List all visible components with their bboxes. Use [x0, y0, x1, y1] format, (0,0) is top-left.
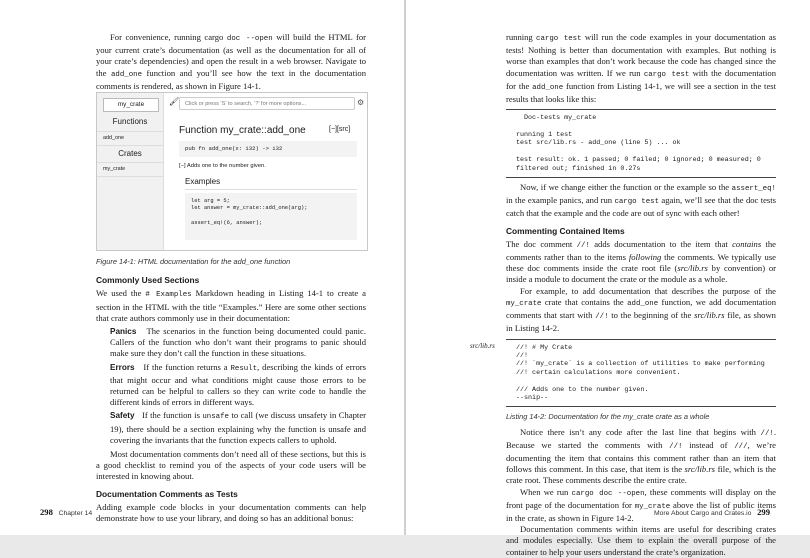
left-column-bottom: [96, 250, 366, 524]
paragraph-doc-comment-bang: The doc comment //! adds documentation to the item that contains the comments rather than to the items following the comments. We typically use these doc comments inside the crate root file (src/lib.rs by convention) or inside a module to document the crate or the module as a whole.: [506, 238, 776, 285]
test-output-block: [506, 109, 776, 178]
figure-caption: Figure 14-1: HTML documentation for the add_one function: [96, 257, 291, 266]
right-column: [470, 32, 777, 558]
paragraph-front-page: When we run cargo doc --open, these comments will display on the front page of the documentation for my_crate above the list of public items in the crate, as shown in Figure 14-2.: [506, 486, 776, 523]
listing-filename: src/lib.rs: [470, 341, 495, 350]
sidebar-item-add-one[interactable]: add_one: [103, 135, 124, 141]
function-signature: pub fn add_one(x: i32) -> i32: [185, 145, 283, 152]
definition-errors: Errors If the function returns a Result, describing the kinds of errors that might occur and what conditions might cause those errors to be returned can be helpful to callers so they can write code to handle the different kinds of errors in different ways.: [110, 361, 366, 408]
paragraph-within-items: Documentation comments within items are useful for describing crates and modules especially. Use them to explain the overall purpose of the container to help your users understand the crate’s organization.: [506, 524, 776, 557]
example-code-block: [185, 193, 357, 240]
left-page: [0, 0, 404, 535]
examples-divider: [185, 189, 357, 190]
sidebar-crates-heading: Crates: [118, 149, 142, 158]
function-title: Function my_crate::add_one: [179, 125, 306, 136]
definition-panics: Panics The scenarios in the function being documented could panic. Callers of the function who don’t want their programs to panic should make sure they don’t call the function in these situations.: [110, 326, 366, 359]
chapter-label: Chapter 14: [58, 510, 93, 517]
paragraph-cargo-test: running cargo test will run the code examples in your documentation as tests! Nothing is better than documentation with examples. But nothing is worse than examples that don’t work because the code has changed since the documentation was written. If we run cargo test with the documentation for the add_one function from Listing 14-1, we will see a section in the test results that looks like this:: [506, 32, 776, 105]
left-footer: [40, 507, 92, 517]
left-column-top: [96, 32, 366, 92]
listing-14-2: [470, 339, 776, 408]
listing-code: //! # My Crate //! //! `my_crate` is a collection of utilities to make performing //! certain calculations more convenient. /// Adds one to the number given. --snip--: [516, 343, 765, 402]
section-label: More About Cargo and Crates.io: [653, 510, 752, 517]
sidebar-divider: [97, 145, 163, 146]
sidebar-divider: [97, 131, 163, 132]
examples-heading: Examples: [185, 177, 221, 186]
search-input[interactable]: Click or press ‘S’ to search, ‘?’ for more options...: [179, 97, 355, 110]
function-signature-block: [179, 141, 357, 157]
right-page: [406, 0, 810, 557]
src-link[interactable]: [−][src]: [329, 126, 351, 133]
listing-code-block: [506, 339, 776, 408]
example-code: let arg = 5; let answer = my_crate::add_one(arg); assert_eq!(6, answer);: [191, 198, 308, 227]
paragraph-doc-tests-catch: Now, if we change either the function or the example so the assert_eq! in the example panics, and run cargo test again, we’ll see that the doc tests catch that the example and the code are out of sync with each other!: [506, 182, 777, 219]
gear-icon[interactable]: ⚙: [357, 98, 365, 107]
definition-safety: Safety If the function is unsafe to call (we discuss unsafety in Chapter 19), there should be a section explaining why the function is unsafe and covering the invariants that the function expects callers to uphold.: [110, 410, 366, 445]
sidebar-divider: [97, 176, 163, 177]
page-number: 299: [757, 507, 770, 517]
paragraph-checklist: Most documentation comments don’t need all of these sections, but this is a good checklist to remind you of the aspects of your code users will be interested in knowing about.: [96, 449, 366, 482]
paragraph-example-blocks: Adding example code blocks in your documentation comments can help demonstrate how to use your library, and doing so has an additional bonus:: [96, 501, 366, 524]
doc-summary-line: [−] Adds one to the number given.: [179, 163, 266, 169]
paragraph-sections-intro: We used the # Examples Markdown heading in Listing 14-1 to create a section in the HTML with the title “Examples.” Here are some other sections that crate authors commonly use in their documentation:: [96, 288, 366, 323]
listing-caption: Listing 14-2: Documentation for the my_crate crate as a whole: [506, 412, 710, 422]
page-number: 298: [40, 507, 53, 517]
heading-commenting-contained-items: Commenting Contained Items: [506, 225, 625, 236]
sidebar-divider: [97, 162, 163, 163]
test-output: Doc-tests my_crate running 1 test test src/lib.rs - add_one (line 5) ... ok test result: ok. 1 passed; 0 failed; 0 ignored; 0 measured; 0 filtered out; finished in 0.27s: [516, 114, 761, 173]
docs-sidebar: [97, 93, 164, 250]
theme-brush-icon[interactable]: 🖌: [169, 97, 180, 106]
figure-html-docs: [96, 92, 368, 251]
heading-commonly-used-sections: Commonly Used Sections: [96, 275, 200, 286]
crate-name-box[interactable]: my_crate: [103, 98, 159, 112]
sidebar-item-my-crate[interactable]: my_crate: [103, 166, 126, 172]
paragraph-cargo-doc-open: For convenience, running cargo doc --open will build the HTML for your current crate’s documentation (as well as the documentation for all of your crate’s dependencies) and open the result in a web browser. Navigate to the add_one function and you’ll see how the text in the documentation comments is rendered, as shown in Figure 14-1.: [96, 32, 367, 91]
heading-doc-comments-as-tests: Documentation Comments as Tests: [96, 488, 238, 499]
paragraph-for-example: For example, to add documentation that describes the purpose of the my_crate crate that contains the add_one function, we add documentation comments that start with //! to the beginning of the src/lib.rs file, as shown in Listing 14-2.: [506, 285, 776, 334]
sidebar-functions-heading[interactable]: Functions: [112, 117, 148, 126]
right-footer: [654, 507, 770, 517]
paragraph-notice: Notice there isn’t any code after the last line that begins with //!. Because we started the comments with //! instead of ///, we’re documenting the item that contains this comment rather than an item that follows this comment. In this case, that item is the src/lib.rs file, which is the crate root. These comments describe the entire crate.: [506, 426, 776, 486]
